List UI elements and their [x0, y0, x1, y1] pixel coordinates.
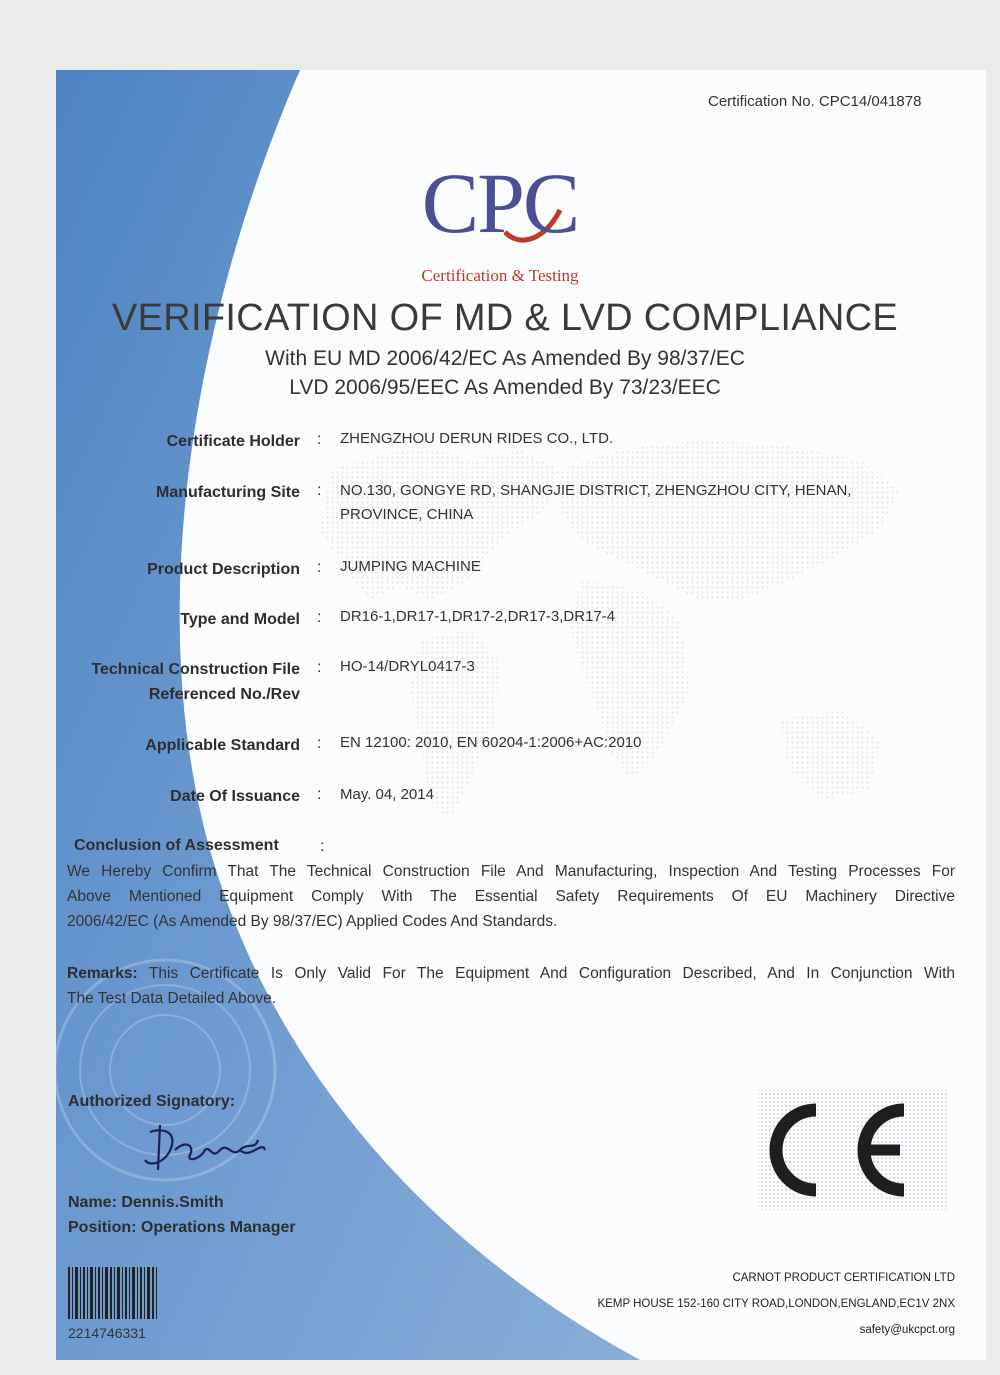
value-product-description: JUMPING MACHINE — [340, 558, 481, 575]
signatory-name: Name: Dennis.Smith — [68, 1194, 224, 1211]
label-certificate-holder: Certificate Holder — [166, 433, 300, 450]
value-date-of-issuance: May. 04, 2014 — [340, 786, 434, 803]
conclusion-line-3: 2006/42/EC (As Amended By 98/37/EC) Applied Codes And Standards. — [67, 913, 558, 930]
ce-mark — [758, 1090, 948, 1210]
colon: : — [317, 735, 322, 752]
colon: : — [320, 838, 325, 855]
value-type-and-model: DR16-1,DR17-1,DR17-2,DR17-3,DR17-4 — [340, 608, 616, 625]
signatory-position: Position: Operations Manager — [68, 1219, 296, 1236]
value-manufacturing-site-line-1: NO.130, GONGYE RD, SHANGJIE DISTRICT, ZHENGZHOU CITY, HENAN, — [340, 482, 852, 499]
remarks-line-1-text: This Certificate Is Only Valid For The Equipment And Configuration Described, And In Conjunction With — [148, 965, 956, 982]
logo-tagline: Certification & Testing — [421, 266, 579, 285]
remarks-line-2: The Test Data Detailed Above. — [67, 990, 277, 1007]
barcode-number: 2214746331 — [68, 1325, 146, 1341]
colon: : — [317, 659, 322, 676]
colon: : — [317, 559, 322, 576]
certificate-subtitle-lvd: LVD 2006/95/EEC As Amended By 73/23/EEC — [289, 376, 721, 399]
certificate-title: VERIFICATION OF MD & LVD COMPLIANCE — [111, 297, 899, 339]
conclusion-line-1: We Hereby Confirm That The Technical Construction File And Manufacturing, Inspection And Testing Processes For — [67, 863, 955, 880]
label-referenced-no-rev: Referenced No./Rev — [148, 686, 300, 703]
value-manufacturing-site-line-2: PROVINCE, CHINA — [340, 506, 474, 523]
issuer-email: safety@ukcpct.org — [859, 1324, 955, 1336]
issuer-address: KEMP HOUSE 152-160 CITY ROAD,LONDON,ENGLAND,EC1V 2NX — [597, 1298, 955, 1310]
issuer-name: CARNOT PRODUCT CERTIFICATION LTD — [732, 1272, 955, 1284]
authorized-signatory-label: Authorized Signatory: — [68, 1093, 236, 1110]
label-applicable-standard: Applicable Standard — [145, 737, 300, 754]
certificate-subtitle-md: With EU MD 2006/42/EC As Amended By 98/37/EC — [265, 347, 745, 370]
label-manufacturing-site: Manufacturing Site — [155, 484, 300, 501]
value-technical-construction-file: HO-14/DRYL0417-3 — [340, 658, 475, 675]
colon: : — [317, 786, 322, 803]
colon: : — [317, 482, 322, 499]
colon: : — [317, 431, 322, 448]
label-technical-construction-file: Technical Construction File — [91, 661, 300, 678]
remarks-line-1 — [67, 961, 955, 986]
label-type-and-model: Type and Model — [180, 611, 300, 628]
conclusion-heading: Conclusion of Assessment — [74, 837, 279, 854]
conclusion-line-2: Above Mentioned Equipment Comply With The Essential Safety Requirements Of EU Machinery Directive — [67, 888, 955, 905]
value-applicable-standard: EN 12100: 2010, EN 60204-1:2006+AC:2010 — [340, 734, 642, 751]
remarks-text — [67, 961, 955, 1011]
certification-number: Certification No. CPC14/041878 — [708, 93, 922, 110]
remarks-label: Remarks: — [67, 965, 138, 982]
conclusion-text — [67, 859, 955, 934]
label-product-description: Product Description — [147, 561, 300, 578]
value-certificate-holder: ZHENGZHOU DERUN RIDES CO., LTD. — [340, 430, 614, 447]
blue-swoosh-band — [56, 70, 640, 1360]
label-date-of-issuance: Date Of Issuance — [170, 788, 300, 805]
colon: : — [317, 609, 322, 626]
cpc-logo: CPC — [421, 155, 579, 251]
